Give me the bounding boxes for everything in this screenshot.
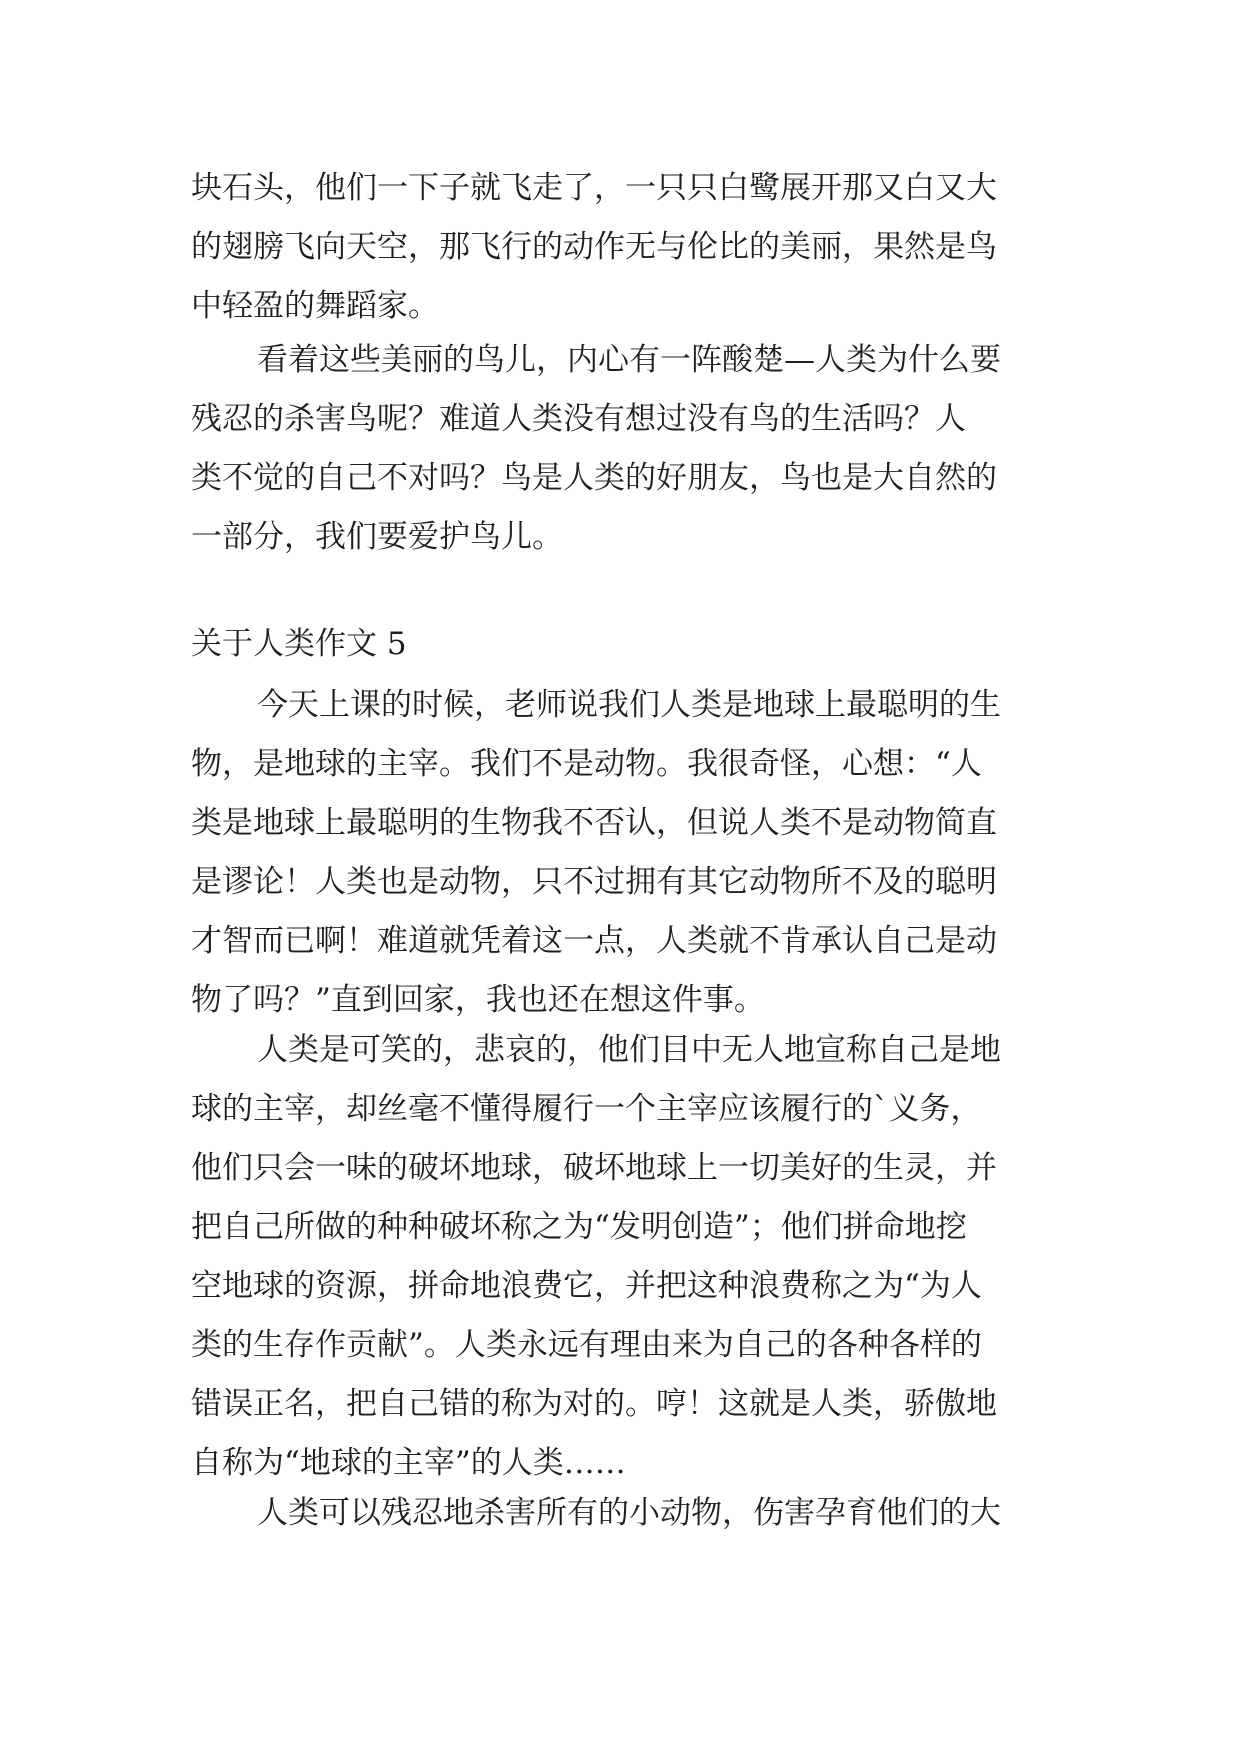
- paragraph-line: 人类可以残忍地杀害所有的小动物，伤害孕育他们的大: [257, 1495, 1001, 1531]
- paragraph-line: 人类是可笑的，悲哀的，他们目中无人地宣称自己是地: [257, 1032, 1001, 1068]
- section-heading-block: [191, 615, 1051, 674]
- paragraph-line: 错误正名，把自己错的称为对的。哼！这就是人类，骄傲地: [191, 1386, 997, 1422]
- paragraph-line: 类不觉的自己不对吗？鸟是人类的好朋友，鸟也是大自然的: [191, 460, 997, 496]
- paragraph-2: [191, 331, 1051, 567]
- paragraph-line: 球的主宰，却丝毫不懂得履行一个主宰应该履行的`义务，: [191, 1091, 982, 1127]
- paragraph-line: 的翅膀飞向天空，那飞行的动作无与伦比的美丽，果然是鸟: [191, 229, 997, 265]
- paragraph-line: 类的生存作贡献”。人类永远有理由来为自己的各种各样的: [191, 1327, 982, 1363]
- paragraph-4: [191, 1021, 1051, 1493]
- paragraph-line: 才智而已啊！难道就凭着这一点，人类就不肯承认自己是动: [191, 923, 997, 959]
- paragraph-line: 把自己所做的种种破坏称之为“发明创造”；他们拼命地挖: [191, 1209, 967, 1245]
- paragraph-line: 物了吗？”直到回家，我也还在想这件事。: [191, 982, 765, 1018]
- paragraph-line: 物，是地球的主宰。我们不是动物。我很奇怪，心想：“人: [191, 746, 982, 782]
- paragraph-line: 类是地球上最聪明的生物我不否认，但说人类不是动物简直: [191, 805, 997, 841]
- paragraph-line: 块石头，他们一下子就飞走了，一只只白鹭展开那又白又大: [191, 170, 997, 206]
- paragraph-line: 自称为“地球的主宰”的人类……: [191, 1445, 626, 1481]
- paragraph-line: 是谬论！人类也是动物，只不过拥有其它动物所不及的聪明: [191, 864, 997, 900]
- paragraph-line: 今天上课的时候，老师说我们人类是地球上最聪明的生: [257, 687, 1001, 723]
- paragraph-line: 中轻盈的舞蹈家。: [191, 288, 439, 324]
- paragraph-3: [191, 676, 1051, 1030]
- paragraph-5: [191, 1484, 1051, 1543]
- paragraph-line: 看着这些美丽的鸟儿，内心有一阵酸楚—人类为什么要: [257, 342, 1001, 378]
- section-heading: 关于人类作文 5: [191, 626, 407, 662]
- paragraph-1: [191, 159, 1051, 336]
- paragraph-line: 一部分，我们要爱护鸟儿。: [191, 519, 563, 555]
- paragraph-line: 残忍的杀害鸟呢？难道人类没有想过没有鸟的生活吗？人: [191, 401, 966, 437]
- paragraph-line: 空地球的资源，拼命地浪费它，并把这种浪费称之为“为人: [191, 1268, 982, 1304]
- paragraph-line: 他们只会一味的破坏地球，破坏地球上一切美好的生灵，并: [191, 1150, 997, 1186]
